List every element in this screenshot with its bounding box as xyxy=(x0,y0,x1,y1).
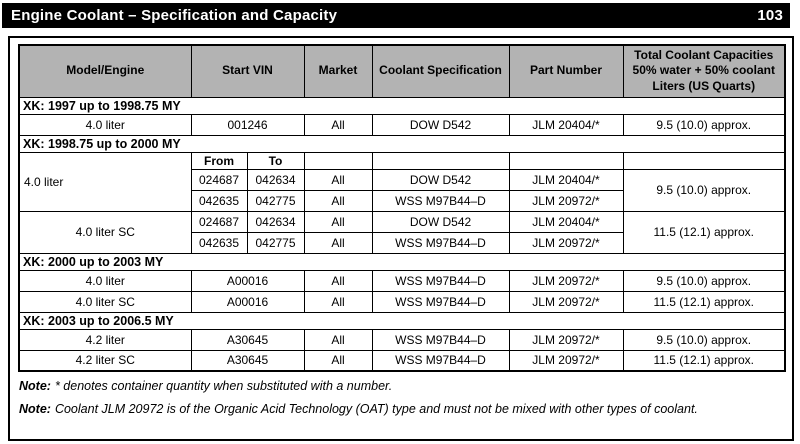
page-title: Engine Coolant – Specification and Capacity xyxy=(11,7,338,24)
cell-market: All xyxy=(304,232,372,253)
cell-market: All xyxy=(304,350,372,371)
column-header-start-vin: Start VIN xyxy=(191,45,304,97)
cell-coolant-spec: WSS M97B44–D xyxy=(372,350,509,371)
cell-model: 4.2 liter xyxy=(19,329,191,350)
table-header-row xyxy=(19,45,785,97)
cell-capacity: 9.5 (10.0) approx. xyxy=(623,169,785,211)
table-row xyxy=(19,270,785,291)
content-box xyxy=(8,36,794,441)
subheader-to: To xyxy=(247,152,304,169)
cell-coolant-spec: WSS M97B44–D xyxy=(372,329,509,350)
cell-part-number: JLM 20972/* xyxy=(509,291,623,312)
cell-coolant-spec: WSS M97B44–D xyxy=(372,190,509,211)
table-row xyxy=(19,291,785,312)
capacities-line-1: Total Coolant Capacities xyxy=(634,47,774,62)
cell-vin-from: 042635 xyxy=(191,232,247,253)
cell-model: 4.0 liter xyxy=(19,114,191,135)
cell-market: All xyxy=(304,291,372,312)
cell-capacity: 9.5 (10.0) approx. xyxy=(623,114,785,135)
cell-coolant-spec: DOW D542 xyxy=(372,114,509,135)
note-asterisk xyxy=(19,378,784,395)
cell-capacity: 11.5 (12.1) approx. xyxy=(623,350,785,371)
table-row xyxy=(19,114,785,135)
cell-start-vin: 001246 xyxy=(191,114,304,135)
coolant-spec-table xyxy=(18,44,786,372)
table-row xyxy=(19,329,785,350)
cell-market: All xyxy=(304,169,372,190)
cell-model: 4.2 liter SC xyxy=(19,350,191,371)
table-row xyxy=(19,211,785,232)
column-header-coolant-spec: Coolant Specification xyxy=(372,45,509,97)
empty-cell xyxy=(623,152,785,169)
column-header-market: Market xyxy=(304,45,372,97)
cell-vin-to: 042775 xyxy=(247,232,304,253)
cell-coolant-spec: WSS M97B44–D xyxy=(372,291,509,312)
notes-area xyxy=(18,378,784,418)
cell-part-number: JLM 20404/* xyxy=(509,114,623,135)
empty-cell xyxy=(509,152,623,169)
capacities-line-2: 50% water + 50% coolant xyxy=(632,63,775,78)
cell-part-number: JLM 20972/* xyxy=(509,350,623,371)
section-label: XK: 1998.75 up to 2000 MY xyxy=(19,135,785,152)
section-header-row xyxy=(19,253,785,270)
title-bar xyxy=(2,3,790,28)
cell-vin-to: 042634 xyxy=(247,169,304,190)
section-label: XK: 2003 up to 2006.5 MY xyxy=(19,312,785,329)
capacities-line-3: Liters (US Quarts) xyxy=(652,79,756,94)
cell-vin-to: 042775 xyxy=(247,190,304,211)
cell-start-vin: A30645 xyxy=(191,329,304,350)
column-header-capacities xyxy=(623,45,785,97)
cell-start-vin: A00016 xyxy=(191,291,304,312)
cell-part-number: JLM 20972/* xyxy=(509,270,623,291)
cell-vin-from: 024687 xyxy=(191,169,247,190)
section-label: XK: 1997 up to 1998.75 MY xyxy=(19,97,785,114)
cell-market: All xyxy=(304,329,372,350)
cell-part-number: JLM 20404/* xyxy=(509,211,623,232)
note-text: Coolant JLM 20972 is of the Organic Acid Technology (OAT) type and must not be mixed with other types of coolant. xyxy=(54,401,698,416)
empty-cell xyxy=(304,152,372,169)
cell-coolant-spec: WSS M97B44–D xyxy=(372,270,509,291)
cell-start-vin: A30645 xyxy=(191,350,304,371)
cell-capacity: 9.5 (10.0) approx. xyxy=(623,270,785,291)
cell-capacity: 11.5 (12.1) approx. xyxy=(623,211,785,253)
section-label: XK: 2000 up to 2003 MY xyxy=(19,253,785,270)
cell-coolant-spec: DOW D542 xyxy=(372,169,509,190)
vin-subheader-row xyxy=(19,152,785,169)
cell-model: 4.0 liter SC xyxy=(19,291,191,312)
note-oat-coolant xyxy=(19,401,784,418)
section-header-row xyxy=(19,97,785,114)
cell-coolant-spec: DOW D542 xyxy=(372,211,509,232)
cell-part-number: JLM 20972/* xyxy=(509,232,623,253)
table-row xyxy=(19,350,785,371)
subheader-from: From xyxy=(191,152,247,169)
cell-model: 4.0 liter xyxy=(19,152,191,211)
column-header-part-number: Part Number xyxy=(509,45,623,97)
cell-market: All xyxy=(304,211,372,232)
cell-coolant-spec: WSS M97B44–D xyxy=(372,232,509,253)
cell-vin-from: 042635 xyxy=(191,190,247,211)
note-label: Note: xyxy=(19,379,51,393)
cell-model: 4.0 liter SC xyxy=(19,211,191,253)
cell-vin-to: 042634 xyxy=(247,211,304,232)
cell-market: All xyxy=(304,190,372,211)
cell-part-number: JLM 20404/* xyxy=(509,169,623,190)
cell-capacity: 11.5 (12.1) approx. xyxy=(623,291,785,312)
cell-market: All xyxy=(304,114,372,135)
section-header-row xyxy=(19,312,785,329)
empty-cell xyxy=(372,152,509,169)
cell-vin-from: 024687 xyxy=(191,211,247,232)
cell-part-number: JLM 20972/* xyxy=(509,190,623,211)
cell-part-number: JLM 20972/* xyxy=(509,329,623,350)
cell-market: All xyxy=(304,270,372,291)
note-label: Note: xyxy=(19,401,51,416)
page-number: 103 xyxy=(757,7,783,24)
note-text: * denotes container quantity when substituted with a number. xyxy=(54,379,393,393)
cell-model: 4.0 liter xyxy=(19,270,191,291)
column-header-model-engine: Model/Engine xyxy=(19,45,191,97)
section-header-row xyxy=(19,135,785,152)
cell-start-vin: A00016 xyxy=(191,270,304,291)
cell-capacity: 9.5 (10.0) approx. xyxy=(623,329,785,350)
